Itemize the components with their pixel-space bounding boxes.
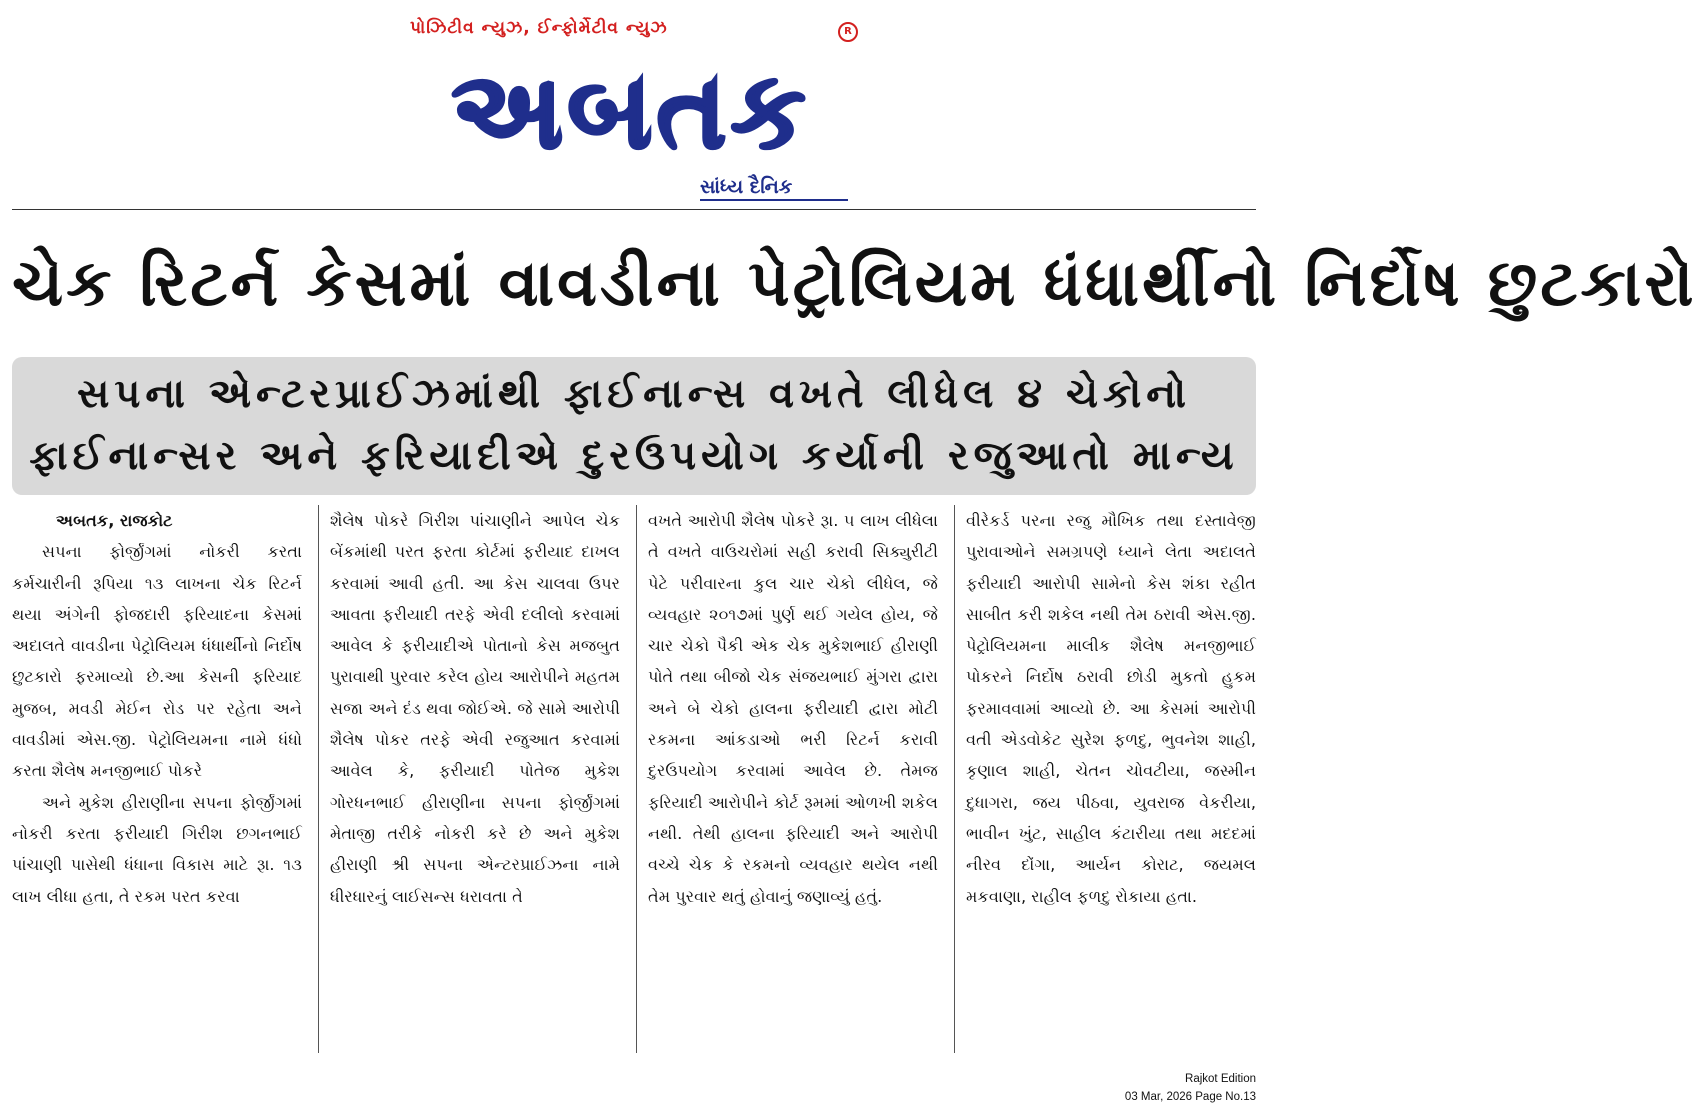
- edition-date-page: 03 Mar, 2026 Page No.13: [1124, 1091, 1256, 1103]
- edition-name: Rajkot Edition: [1185, 1073, 1256, 1085]
- column-1-paragraph-2: અને મુકેશ હીરાણીના સપના ફોર્જીંગમાં નોકરી કરતા ફરીયાદી ગિરીશ છગનભાઈ પાંચાણી પાસેથી ધંધાના વિકાસ માટે રૂા. ૧૩ લાખ લીધા હતા, તે રકમ પરત કરવા: [12, 792, 302, 906]
- column-2-paragraph-1: શૈલેષ પોકરે ગિરીશ પાંચાણીને આપેલ ચેક બેંકમાંથી પરત ફરતા કોર્ટમાં ફરીયાદ દાખલ કરવામાં આવી હતી. આ કેસ ચાલવા ઉપર આવતા ફરીયાદી તરફે એવી દલીલો કરવામાં આવેલ કે ફરીયાદીએ પોતાનો કેસ મજબુત પુરાવાથી પુરવાર કરેલ હોય આરોપીને મહતમ સજા અને દંડ થવા જોઈએ. જે સામે આરોપી શૈલેષ પોકર તરફે એવી રજુઆત કરવામાં આવેલ કે, ફરીયાદી પોતેજ મુકેશ ગોરધનભાઈ હીરાણીના સપના ફોર્જીંગમાં મેતાજી તરીકે નોકરી કરે છે અને મુકેશ હીરાણી શ્રી સપના એન્ટરપ્રાઈઝના નામે ધીરધારનું લાઈસન્સ ધરાવતા તે: [330, 511, 620, 906]
- column-divider: [318, 505, 319, 1053]
- article-headline: ચેક રિટર્ન કેસમાં વાવડીના પેટ્રોલિયમ ધંધાર્થીનો નિર્દોષ છુટકારો: [12, 247, 1696, 321]
- dateline: અબતક, રાજકોટ: [56, 511, 173, 530]
- column-divider: [954, 505, 955, 1053]
- article-column-3: [648, 505, 938, 1053]
- registered-mark-icon: R: [838, 22, 858, 42]
- header-divider: [12, 209, 1256, 210]
- subheadline-line-1: સપના એન્ટરપ્રાઈઝમાંથી ફાઈનાન્સ વખતે લીધેલ ૪ ચેકોનો: [76, 371, 1192, 417]
- column-3-paragraph-1: વખતે આરોપી શૈલેષ પોકરે રૂા. ૫ લાખ લીધેલા તે વખતે વાઉચરોમાં સહી કરાવી સિક્યુરીટી પેટે પરીવારના કુલ ચાર ચેકો લીધેલ, જે વ્યવહાર ૨૦૧૭માં પુર્ણ થઈ ગયેલ હોય, જે ચાર ચેકો પૈકી એક ચેક મુકેશભાઈ હીરાણી પોતે તથા બીજો ચેક સંજયભાઈ મુંગરા દ્વારા અને બે ચેકો હાલના ફરીયાદી દ્વારા મોટી રકમના આંકડાઓ ભરી રિટર્ન કરાવી દુરઉપયોગ કરવામાં આવેલ છે. તેમજ ફરિયાદી આરોપીને કોર્ટ રૂમમાં ઓળખી શકેલ નથી. તેથી હાલના ફરિયાદી અને આરોપી વચ્ચે ચેક કે રકમનો વ્યવહાર થયેલ નથી તેમ પુરવાર થતું હોવાનું જણાવ્યું હતું.: [648, 511, 938, 906]
- masthead-tagline: પોઝિટીવ ન્યુઝ, ઈન્ફોર્મેટીવ ન્યુઝ: [410, 18, 668, 38]
- column-1-paragraph-1: સપના ફોર્જીંગમાં નોકરી કરતા કર્મચારીની રૂપિયા ૧૩ લાખના ચેક રિટર્ન થયા અંગેની ફોજદારી ફરિયાદના કેસમાં અદાલતે વાવડીના પેટ્રોલિયમ ધંધાર્થીનો નિર્દોષ છુટકારો ફરમાવ્યો છે.આ કેસની ફરિયાદ મુજબ, મવડી મેઈન રોડ પર રહેતા અને વાવડીમાં એસ.જી. પેટ્રોલિયમના નામે ધંધો કરતા શૈલેષ મનજીભાઈ પોકરે: [12, 542, 302, 781]
- newspaper-logo: અબતક: [451, 49, 810, 172]
- column-4-paragraph-1: વીરેકર્ડ પરના રજુ મૌખિક તથા દસ્તાવેજી પુરાવાઓને સમગ્રપણે ધ્યાને લેતા અદાલતે ફરીયાદી આરોપી સામેનો કેસ શંકા રહીત સાબીત કરી શકેલ નથી તેમ ઠરાવી એસ.જી. પેટ્રોલિયમના માલીક શૈલેષ મનજીભાઈ પોકરને નિર્દોષ ઠરાવી છોડી મુકતો હુકમ ફરમાવવામાં આવ્યો છે. આ કેસમાં આરોપી વતી એડવોકેટ સુરેશ ફળદુ, ભુવનેશ શાહી, કૃણાલ શાહી, ચેતન ચોવટીયા, જસ્મીન દુધાગરા, જય પીઠવા, યુવરાજ વેકરીયા, ભાવીન ખુંટ, સાહીલ કંટારીયા તથા મદદમાં નીરવ દોંગા, આર્યન કોરાટ, જયમલ મકવાણા, રાહીલ ફળદુ રોકાયા હતા.: [966, 511, 1256, 906]
- subtitle-underline: [700, 199, 848, 201]
- masthead-subtitle: સાંધ્ય દૈનિક: [700, 176, 793, 198]
- article-column-4: [966, 505, 1256, 1053]
- subheadline-line-2: ફાઈનાન્સર અને ફરિયાદીએ દુરઉપયોગ કર્યાની રજુઆતો માન્ય: [29, 433, 1239, 479]
- article-column-2: [330, 505, 620, 1053]
- column-divider: [636, 505, 637, 1053]
- masthead: [0, 0, 1266, 205]
- edition-info: [1062, 1070, 1256, 1106]
- article-column-1: [12, 505, 302, 1053]
